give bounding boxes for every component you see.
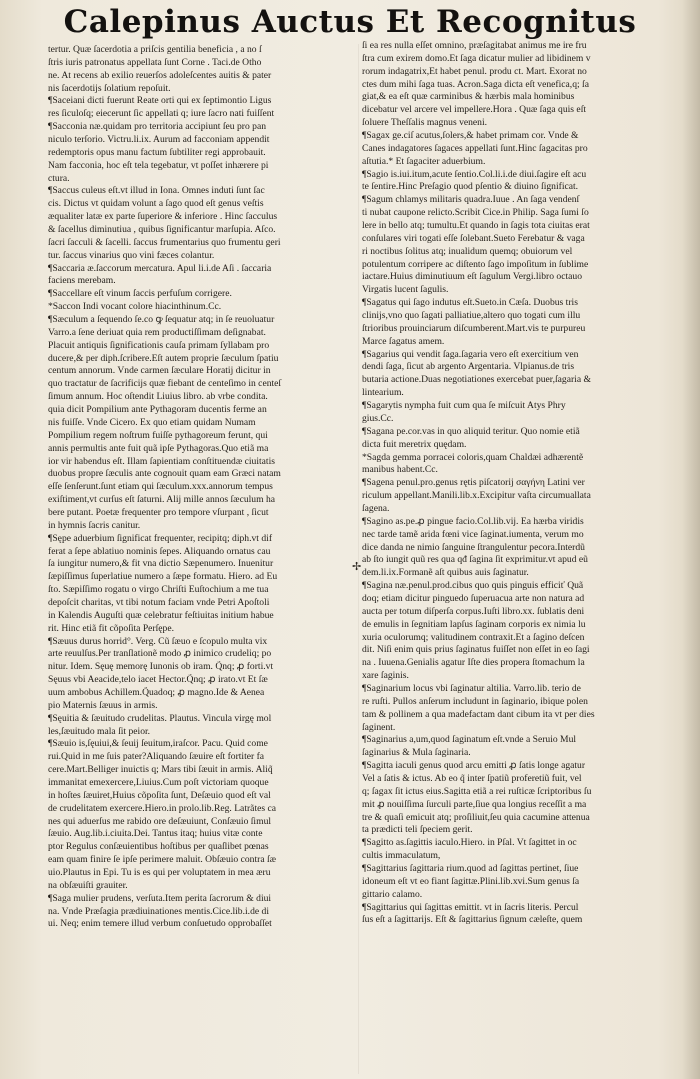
text-line: ¶Sęuitia & ſæuitudo crudelitas. Plautus. Vincula virgę mol bbox=[48, 712, 272, 724]
text-line: ¶Saccus culeus eſt.vt illud in Iona. Omnes induti ſunt ſac bbox=[48, 185, 265, 197]
right-text-column bbox=[362, 40, 674, 1075]
text-line: ¶Sæculum a ſequendo ſe.co ꝙ ſequatur atq; in ſe reuoluatur bbox=[48, 314, 275, 326]
text-line: Canes indagatores ſagaces appellati ſunt.Hinc ſagacitas pro bbox=[362, 142, 588, 154]
text-line: ſi ea res nulla eſſet omnino, præſagitabat animus me ire fru bbox=[362, 40, 587, 51]
text-line: ti nubat caupone relicto.Scribit Cice.in Philip. Saga ſumi ſo bbox=[362, 207, 589, 219]
text-line: ſtris iuris patronatus appellata ſunt Corne . Taci.de Otho bbox=[48, 56, 262, 68]
text-line: ui. Neq; enim temere illud verbum conſuetudo opprobaſſet bbox=[48, 918, 272, 930]
text-line: ¶Saginarius a,um,quod ſaginatum eſt.vnde a Seruio Mul bbox=[362, 734, 577, 746]
text-line: xare ſaginis. bbox=[362, 670, 409, 682]
text-line: ¶Sagarytis nympha fuit cum qua ſe miſcuit Atys Phry bbox=[362, 400, 566, 412]
text-line: eam quam finire ſe ipſe perimere maluit. Obſæuio contra ſæ bbox=[48, 854, 277, 866]
text-line: lintearium. bbox=[362, 387, 404, 399]
text-line: & ſacellus diminutiua , quibus ſignificantur marſupia. Aſco. bbox=[48, 224, 276, 236]
text-line: in hoſtes ſæuiret,Huius cõpoſita ſunt, Deſæuio quod eſt val bbox=[48, 789, 271, 801]
text-line: na . Iuuena.Genialis agatur Iſte dies propera ſtomachum la bbox=[362, 657, 585, 669]
text-line: arte reuulſus.Per tranſlationẽ modo ꝓ inimico crudeliq; po bbox=[48, 648, 272, 660]
text-line: cultis immaculatum, bbox=[362, 850, 441, 862]
text-line: ta prædicti teli ſpeciem gerit. bbox=[362, 824, 473, 836]
text-line: ¶Sæuio is,ſęuiui,& ſeuij ſeuitum,iraſcor. Pacu. Quid come bbox=[48, 738, 268, 750]
text-line: q; ſagax ſit ictus eius.Sagitta etiã a rei ruſticæ ſcriptoribus ſu bbox=[362, 785, 592, 797]
left-text-column bbox=[48, 44, 356, 1074]
text-line: nitur. Idem. Sęuę memorę Iunonis ob iram. Q̃nq; ꝓ forti.vt bbox=[48, 661, 274, 673]
text-line: ior vir habendus eſt. Illam ſapientiam conſtituendæ ciuitatis bbox=[48, 455, 275, 467]
text-line: ¶Sagino as.pe.ꝓ pingue facio.Col.lib.vij. Ea hærba viridis bbox=[362, 515, 584, 527]
text-line: ¶Saginarium locus vbi ſaginatur altilia. Varro.lib. terio de bbox=[362, 682, 581, 694]
text-line: ¶Sagana pe.cor.vas in quo aliquid teritur. Quo nomie etiã bbox=[362, 425, 580, 437]
text-line: ¶Sagax ge.ciſ acutus,ſolers,& habet primam cor. Vnde & bbox=[362, 130, 579, 142]
text-line: ctura. bbox=[48, 172, 70, 184]
text-line: centum annorum. Vnde carmen ſæculare Horatij dicitur in bbox=[48, 365, 271, 377]
text-line: idoneum eſt vt eo fiant ſagittæ.Plini.lib.xvi.Sum genus ſa bbox=[362, 875, 580, 887]
text-line: ¶Sagittarius ſagittaria rium.quod ad ſagittas pertinet, ſiue bbox=[362, 863, 579, 874]
text-line: ptor Regulus conſæuientibus hoſtibus per quaſlibet pœnas bbox=[48, 841, 269, 853]
text-line: æqualiter latæ ex parte ſuperiore & inferiore . Hinc ſacculus bbox=[48, 211, 278, 223]
text-line: *Sagda gemma porracei coloris,quam Chaldæi adhærentẽ bbox=[362, 451, 584, 463]
text-line: annis permultis ante fuit quã ipſe Pythagoras.Quo etiã ma bbox=[48, 442, 269, 454]
text-line: niculo terſorio. Victru.li.ix. Aurum ad facconiam appendit bbox=[48, 134, 270, 146]
text-line: nes qui aduerſus me rabido ore deſæuiunt, Conſæuio ſimul bbox=[48, 815, 272, 827]
text-line: re ruſti. Pullos anſerum includunt in ſaginario, ibique polen bbox=[362, 695, 588, 707]
text-line: ſoluere Theſſalis magnus veneni. bbox=[362, 117, 488, 129]
text-line: ſagena. bbox=[362, 502, 390, 514]
text-line: ab ſto iungit quũ res qua qđ ſagina ſit exprimitur.vt apud eũ bbox=[362, 554, 588, 566]
text-line: uio.Plautus in Epi. Tu is es qui per voluptatem in mea æru bbox=[48, 867, 271, 878]
text-line: ducere,& per diph.ſcribere.Eſt autem proprie ſæculum ſpatiu bbox=[48, 352, 279, 364]
text-line: doq; etiam dicitur pinguedo ſuperuacua arte non natura ad bbox=[362, 592, 585, 604]
text-line: redemptoris opus manu factum ſubtiliter regi approbauit. bbox=[48, 146, 266, 158]
text-line: ſus eſt a ſagittarijs. Eſt & ſagittarius ſignum cæleſte, quem bbox=[362, 914, 583, 926]
text-line: ¶Sagatus qui ſago indutus eſt.Sueto.in Cæſa. Duobus tris bbox=[362, 297, 578, 309]
text-line: ¶Sagum chlamys militaris quadra.Iuue . An ſaga vendenſ bbox=[362, 194, 580, 206]
text-line: riculum appellant.Manili.lib.x.Excipitur vaſta circumuallata bbox=[362, 490, 591, 502]
text-line: butaria actione.Duas negotiationes exercebat puer,ſagaria & bbox=[362, 374, 591, 386]
text-line: bere putant. Poetæ frequenter pro tempore vſurpant , ſicut bbox=[48, 506, 269, 518]
text-line: ¶Sagio is.iui.itum,acute ſentio.Col.li.i.de diui.ſagire eſt acu bbox=[362, 168, 587, 180]
margin-cross-mark: ✢ bbox=[352, 560, 362, 573]
text-line: Sęuus vbi Aeacide,telo iacet Hector.Q̃nq; ꝓ irato.vt Et ſæ bbox=[48, 674, 268, 686]
text-line: rui.Quid in me ſuis pater?Aliquando ſæuire eſt fortiter fa bbox=[48, 751, 265, 763]
text-line: ¶Sacconia næ.quidam pro territoria accipiunt ſeu pro pan bbox=[48, 121, 267, 133]
text-line: ſa iungitur numero,& fit vna dictio Sæpenumero. Inuenitur bbox=[48, 558, 274, 570]
text-line: ctes dum mihi ſaga tuas. Acron.Saga dicta eſt venefica,q; ſa bbox=[362, 78, 589, 90]
text-line: ¶Saceiani dicti fuerunt Reate orti qui ex ſeptimontio Ligus bbox=[48, 95, 272, 107]
text-line: ¶Sagena penul.pro.genus rętis piſcatorij σαγήνη Latini ver bbox=[362, 477, 585, 489]
text-line: duobus propre ſæculis ante cognouit quam eam Græci natam bbox=[48, 468, 281, 480]
text-line: Varro.a ſene deriuat quia rem productiſſimam deſignabat. bbox=[48, 326, 266, 338]
running-head: Calepinus Auctus Et Recognitus bbox=[63, 4, 637, 40]
text-line: ¶Sagittarius qui ſagittas emittit. vt in ſacris literis. Percul bbox=[362, 901, 579, 913]
text-line: aucta per totum diſperſa corpus.Iuſti libro.xx. ſublatis deni bbox=[362, 605, 585, 617]
text-line: immanitat emexercere,Liuius.Cum poſt victoriam quoque bbox=[48, 776, 269, 788]
text-line: ri noctibus ſolitus atq; inualidum quemq; obuiorum vel bbox=[362, 245, 573, 257]
text-line: tur. ſaccus vinarius quo vini fæces colantur. bbox=[48, 249, 215, 261]
text-line: gius.Cc. bbox=[362, 412, 394, 424]
column-divider bbox=[358, 44, 359, 1074]
text-line: conſulares viri togati eſſe ſolebant.Sueto Ferebatur & vaga bbox=[362, 232, 585, 244]
text-line: ne. At recens ab exilio reuerſos adoleſcentes auitis & pater bbox=[48, 69, 272, 81]
text-line: Vel a ſatis & ictus. Ab eo q̃ inter ſpatiũ proferetiũ fuit, vel bbox=[362, 772, 582, 784]
text-line: tam & pollinem a qua madefactam dant cibum ita vt per dies bbox=[362, 708, 595, 720]
text-line: mit ꝓ nouiſſima ſurculi parte,ſiue qua longius receſſit a ma bbox=[362, 798, 587, 810]
text-line: iactare.Huius diminutiuum eſt ſagulum Vergi.libro octauo bbox=[362, 271, 582, 283]
text-line: te ſentire.Hinc Preſagio quod pſentio & diuino ſignificat. bbox=[362, 181, 579, 193]
text-line: dice danda ne nimio ſanguine ſtrangulentur pecora.Interdũ bbox=[362, 541, 585, 553]
text-line: Placuit antiquis ſignificationis cauſa primam ſyllabam pro bbox=[48, 339, 270, 351]
text-line: faciens merebam. bbox=[48, 275, 116, 287]
text-line: rit. Hinc etiã fit cõpoſita Perſępe. bbox=[48, 622, 175, 634]
text-line: ¶Saga mulier prudens, verſuta.Item perita ſacrorum & diui bbox=[48, 892, 272, 904]
text-line: na obſæuiſti grauiter. bbox=[48, 879, 128, 891]
text-line: ſto. Sæpiſſimo rogatu o virgo Chriſti Euſtochium a me tua bbox=[48, 584, 269, 596]
text-line: aſtutia.* Et ſagaciter aduerbium. bbox=[362, 155, 486, 167]
text-line: ſaginarius & Mula ſaginaria. bbox=[362, 747, 471, 759]
text-line: lere in bello atq; tumultu.Et quando in ſagis tota ciuitas erat bbox=[362, 220, 590, 232]
text-line: ¶Sæuus durus horrid°. Verg. Cũ ſæuo e ſcopulo multa vix bbox=[48, 635, 268, 647]
text-line: eſſe ſenſerunt.ſunt etiam qui ſæculum.xxx.annorum tempus bbox=[48, 481, 273, 493]
text-line: quia dicit Pompilium ante Pythagoram ducentis ferme an bbox=[48, 404, 267, 416]
page-edge-shadow bbox=[682, 0, 700, 1079]
text-line: ¶Sagitto as.ſagittis iaculo.Hiero. in Pſal. Vt ſagittet in oc bbox=[362, 837, 577, 849]
text-line: *Saccon Indi vocant colore hiacinthinum.Cc. bbox=[48, 301, 222, 313]
text-line: ¶Saccaria æ.ſaccorum mercatura. Apul li.i.de Aſi . ſaccaria bbox=[48, 262, 272, 274]
text-line: ¶Sagarius qui vendit ſaga.ſagaria vero eſt exercitium ven bbox=[362, 348, 579, 360]
text-line: les,ſæuitudo mala ſit peior. bbox=[48, 725, 151, 737]
text-line: ſimum annum. Hoc oſtendit Liuius libro. ab vrbe condita. bbox=[48, 391, 268, 403]
text-line: Virgatis lucent ſagulis. bbox=[362, 284, 449, 296]
text-line: Pompilium regem noſtrum fuiſſe pythagoreum ferunt, qui bbox=[48, 429, 268, 441]
text-line: ¶Sagina næ.penul.prod.cibus quo quis pinguis efficiť Quã bbox=[362, 580, 584, 592]
text-line: quo tractatur de ſacrificijs quæ fiebant de centeſimo in centeſ bbox=[48, 378, 282, 390]
text-line: in hymnis ſacris canitur. bbox=[48, 519, 141, 531]
text-line: tertur. Quæ ſacerdotia a priſcis gentilia beneficia , a no ſ bbox=[48, 44, 262, 55]
text-line: giat,& ea eſt quæ carminibus & hærbis mala hominibus bbox=[362, 91, 575, 103]
text-line: manibus habent.Cc. bbox=[362, 464, 438, 476]
text-line: nec tarde tamẽ arida fœni vice ſaginat.iumenta, verum mo bbox=[362, 528, 584, 540]
text-line: dem.li.ix.Formanẽ aſt quibus auis ſaginatur. bbox=[362, 567, 529, 579]
text-line: dicta fuit meretrix quędam. bbox=[362, 438, 467, 450]
text-line: ferat a ſepe ablatiuo nominis ſepes. Aliquando ornatus cau bbox=[48, 545, 271, 557]
text-line: na. Vnde Præſagia prædiuinationes mentis.Cice.lib.i.de di bbox=[48, 905, 269, 917]
text-line: exiſtiment,vt curſus eſt ſaturni. Alij mille annos ſæculum ha bbox=[48, 494, 276, 506]
text-line: dicebatur vel arcere vel impellere.Hora . Quæ ſaga quis eſt bbox=[362, 104, 587, 116]
text-line: cis. Dictus vt quidam volunt a ſago quod eſt genus veſtis bbox=[48, 198, 264, 210]
text-line: ſæpiſſimus ſuperlatiue numero a ſæpe formatu. Hiero. ad Eu bbox=[48, 571, 278, 583]
text-line: res ſiculoſq; eiecerunt ſic appellati q; iure ſacro nati fuiſſent bbox=[48, 108, 275, 120]
text-line: rorum indagatrix,Et habet penul. produ ct. Mart. Exorat no bbox=[362, 65, 587, 77]
text-line: clinijs,vno quo ſagati palliatiue,altero quo togati cum illu bbox=[362, 310, 581, 322]
text-line: ſtrioribus prouinciarum diſcumberent.Mart.vis te purpureu bbox=[362, 322, 586, 334]
text-line: ſacri ſacculi & ſacelli. ſaccus frumentarius quo frumentu geri bbox=[48, 236, 281, 248]
text-line: depoſcit charitas, vt tibi notum faciam vnde Petri Apoſtoli bbox=[48, 596, 270, 608]
text-line: potulentum corripere ac diſtento ſago impoſitum in ſublime bbox=[362, 258, 589, 270]
text-line: ¶Sagitta iaculi genus quod arcu emitti ꝓ ſatis longe agatur bbox=[362, 760, 586, 772]
text-line: nis ſacerdotijs ſolatium repoſuit. bbox=[48, 82, 171, 94]
text-line: cere.Mart.Belliger inuictis q; Mars tibi ſæuit in armis. Aliq̃ bbox=[48, 764, 273, 776]
text-line: in Kalendis Auguſti quæ celebratur feſtiuitas initium habue bbox=[48, 609, 274, 621]
text-line: Nam facconia, hoc eſt tela tegebatur, vt poſſet inhærere pi bbox=[48, 159, 269, 171]
text-line: de crudelitatem exercere.Hiero.in prolo.lib.Reg. Latrãtes ca bbox=[48, 802, 277, 814]
text-line: pio Maternis ſæuus in armis. bbox=[48, 699, 158, 711]
text-line: xuria oculorumq; valitudinem contraxit.Et a ſagino deſcen bbox=[362, 631, 585, 643]
text-line: dendi ſaga, ſicut ab argento Argentaria. Vlpianus.de tris bbox=[362, 361, 575, 373]
text-line: nis fuiſſe. Vnde Cicero. Ex quo etiam quidam Numam bbox=[48, 416, 256, 428]
text-line: gittario calamo. bbox=[362, 888, 423, 900]
text-line: dit. Niſi enim quis prius ſaginatus fuiſſet non eſſet in eo ſagi bbox=[362, 644, 590, 656]
text-line: ¶Sępe aduerbium ſignificat frequenter, recipitq; diph.vt dif bbox=[48, 532, 273, 544]
text-line: ¶Saccellare eſt vinum ſaccis perfuſum corrigere. bbox=[48, 288, 232, 300]
text-line: Marce ſagatus amem. bbox=[362, 335, 445, 347]
text-line: uum ambobus Achillem.Q̃uadoq; ꝓ magno.Ide & Aenea bbox=[48, 686, 265, 698]
text-line: de emulis in ſegnitiam lapſus ſaginam corporis ex nimia lu bbox=[362, 618, 586, 630]
text-line: ſæuio. Aug.lib.i.ciuita.Dei. Tantus itaq; huius vitæ conte bbox=[48, 828, 263, 840]
text-line: ſaginent. bbox=[362, 721, 396, 733]
text-line: tre & quaſi emicuit atq; proſiliuit,ſeu quia cacumine attenua bbox=[362, 811, 590, 823]
text-line: ſtra cum exirem domo.Et ſaga dicatur mulier ad libidinem v bbox=[362, 52, 591, 64]
